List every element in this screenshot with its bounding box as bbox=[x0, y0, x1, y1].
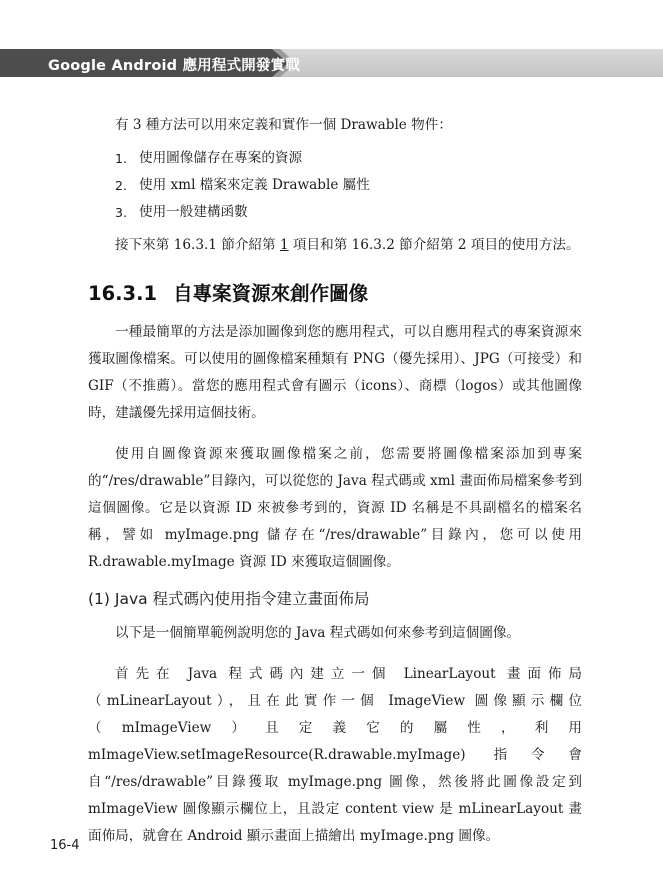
body-paragraph-1: 一種最簡單的方法是添加圖像到您的應用程式，可以自應用程式的專案資源來獲取圖像檔案。可以使用的圖像檔案種類有 PNG（優先採用）、JPG（可接受）和 GIF（不推薦）。當您的應用程式會有圖示（icons）、商標（logos）或其他圖像時，建議優先採用這個技術。 bbox=[88, 324, 582, 421]
list-item-number: 1. bbox=[115, 151, 127, 166]
body-paragraph-3: 以下是一個簡單範例說明您的 Java 程式碼如何來參考到這個圖像。 bbox=[115, 625, 521, 641]
list-item bbox=[115, 172, 582, 199]
section-number: 16.3.1 bbox=[88, 282, 158, 305]
list-item-text: 使用一般建構函數 bbox=[139, 204, 248, 220]
intro-next-part-c: 項目和第 16.3.2 節介紹第 2 項目的使用方法。 bbox=[288, 237, 580, 253]
intro-next-paragraph bbox=[88, 232, 582, 259]
intro-next-item-number: 1 bbox=[279, 237, 289, 253]
list-item-text: 使用圖像儲存在專案的資源 bbox=[139, 150, 303, 166]
subsection-heading: (1) Java 程式碼內使用指令建立畫面佈局 bbox=[88, 590, 370, 608]
page-number: 16-4 bbox=[50, 838, 80, 853]
list-item-number: 3. bbox=[115, 205, 127, 220]
list-item bbox=[115, 145, 582, 172]
list-item bbox=[115, 199, 582, 226]
page-content bbox=[88, 112, 582, 850]
intro-paragraph: 有 3 種方法可以用來定義和實作一個 Drawable 物件： bbox=[115, 117, 452, 133]
list-item-text: 使用 xml 檔案來定義 Drawable 屬性 bbox=[139, 177, 370, 193]
list-item-number: 2. bbox=[115, 178, 127, 193]
body-paragraph-4: 首先在 Java 程式碼內建立一個 LinearLayout 畫面佈局（mLinearLayout），且在此實作一個 ImageView 圖像顯示欄位（mImageView）且定義它的屬性，利用 mImageView.setImageResource(R.drawable.myImage) 指令會自“/res/drawable”目錄獲取 myImage.png 圖像，然後將此圖像設定到 mImageView 圖像顯示欄位上，且設定 content view 是 mLinearLayout 畫面佈局，就會在 Android 顯示畫面上描繪出 myImage.png 圖像。 bbox=[88, 666, 582, 844]
intro-next-part-a: 接下來第 16.3.1 節介紹第 bbox=[115, 237, 280, 253]
methods-list bbox=[88, 145, 582, 226]
section-heading bbox=[88, 279, 582, 309]
body-paragraph-2: 使用自圖像資源來獲取圖像檔案之前，您需要將圖像檔案添加到專案的“/res/drawable”目錄內，可以從您的 Java 程式碼或 xml 畫面佈局檔案參考到這個圖像。它是以資源 ID 來被參考到的，資源 ID 名稱是不具副檔名的檔案名稱，譬如 myImage.png 儲存在“/res/drawable”目錄內，您可以使用 R.drawable.myImage 資源 ID 來獲取這個圖像。 bbox=[88, 446, 582, 570]
running-header-title: Google Android 應用程式開發實戰 bbox=[48, 58, 301, 74]
section-title: 自專案資源來創作圖像 bbox=[173, 282, 369, 305]
